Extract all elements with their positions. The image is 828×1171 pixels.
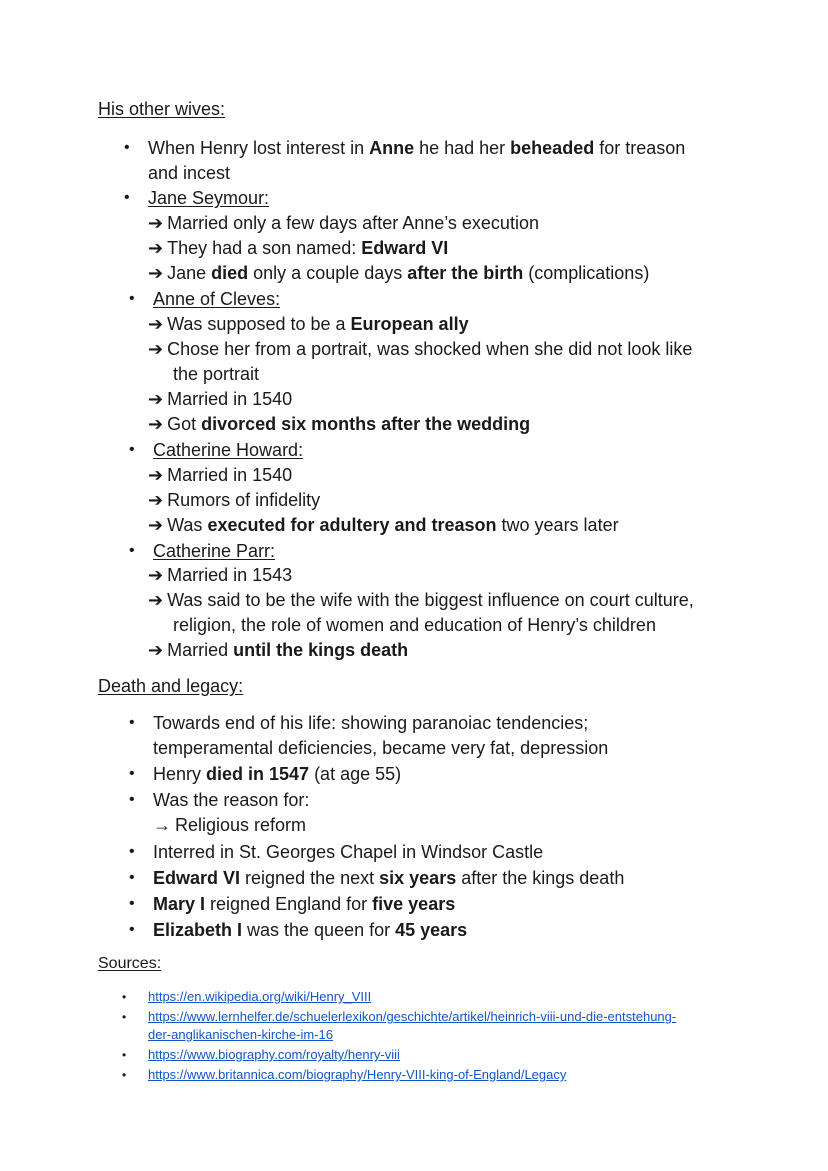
arrow-icon: ➔: [148, 565, 164, 585]
sub-item: ➔ Was supposed to be a European ally: [148, 314, 469, 334]
list-item-anne-beheaded: When Henry lost interest in Anne he had her beheaded for treason: [148, 138, 686, 158]
list-item: Henry died in 1547 (at age 55): [153, 764, 402, 784]
arrow-icon: ➔: [148, 590, 164, 610]
list-item: Edward VI reigned the next six years after the kings death: [153, 868, 625, 888]
list-item: Towards end of his life: showing paranoiac tendencies;: [153, 713, 589, 733]
section-heading-death-legacy: Death and legacy:: [98, 676, 244, 696]
bullet: •: [129, 290, 135, 307]
list-item-continuation: and incest: [148, 163, 231, 183]
sub-item-continuation: religion, the role of women and education of Henry’s children: [173, 615, 656, 635]
list-item: Elizabeth I was the queen for 45 years: [153, 920, 468, 940]
sources-heading: Sources:: [98, 955, 162, 972]
arrow-icon: ➔: [148, 213, 164, 233]
bullet: •: [122, 990, 127, 1004]
source-link-biography[interactable]: https://www.biography.com/royalty/henry-viii: [148, 1047, 400, 1062]
source-link-lernhelfer-continued[interactable]: der-anglikanischen-kirche-im-16: [148, 1027, 333, 1042]
sub-item: ➔ They had a son named: Edward VI: [148, 238, 449, 258]
wife-heading-catherine-parr: Catherine Parr:: [153, 541, 276, 561]
bullet: •: [129, 441, 135, 458]
bullet: •: [129, 895, 135, 912]
bullet: •: [129, 921, 135, 938]
bullet: •: [129, 869, 135, 886]
arrow-icon: ➔: [148, 263, 164, 283]
sub-item: ➔ Married in 1540: [148, 389, 293, 409]
source-link-wikipedia[interactable]: https://en.wikipedia.org/wiki/Henry_VIII: [148, 989, 372, 1004]
sub-item: ➔ Chose her from a portrait, was shocked when she did not look like: [148, 339, 693, 359]
sub-item: ➔ Married in 1543: [148, 565, 293, 585]
sub-item: ➔ Was said to be the wife with the biggest influence on court culture,: [148, 590, 694, 610]
sub-item: ➔ Married only a few days after Anne’s execution: [148, 213, 539, 233]
sub-item: → Religious reform: [153, 815, 307, 835]
sub-item: ➔ Married in 1540: [148, 465, 293, 485]
wife-heading-anne-of-cleves: Anne of Cleves:: [153, 289, 281, 309]
arrow-icon: ➔: [148, 414, 164, 434]
list-item: Was the reason for:: [153, 790, 310, 810]
arrow-icon: ➔: [148, 465, 164, 485]
arrow-icon: ➔: [148, 238, 164, 258]
arrow-icon: ➔: [148, 515, 164, 535]
bullet: •: [124, 189, 130, 206]
list-item: Interred in St. Georges Chapel in Windsor Castle: [153, 842, 544, 862]
source-link-lernhelfer[interactable]: https://www.lernhelfer.de/schuelerlexikon/geschichte/artikel/heinrich-viii-und-die-entstehung-: [148, 1009, 677, 1024]
bullet: •: [129, 714, 135, 731]
arrow-icon: ➔: [148, 640, 164, 660]
sub-item: ➔ Rumors of infidelity: [148, 490, 321, 510]
sub-item: ➔ Jane died only a couple days after the birth (complications): [148, 263, 650, 283]
arrow-icon: ➔: [148, 490, 164, 510]
list-item-continuation: temperamental deficiencies, became very fat, depression: [153, 738, 609, 758]
arrow-icon: ➔: [148, 389, 164, 409]
bullet: •: [129, 843, 135, 860]
bullet: •: [129, 542, 135, 559]
bullet: •: [122, 1010, 127, 1024]
arrow-icon: ➔: [148, 314, 164, 334]
bullet: •: [124, 139, 130, 156]
list-item: Mary I reigned England for five years: [153, 894, 456, 914]
sub-item: ➔ Was executed for adultery and treason two years later: [148, 515, 619, 535]
arrow-icon: →: [153, 815, 171, 835]
sub-item: ➔ Got divorced six months after the wedding: [148, 414, 531, 434]
arrow-icon: ➔: [148, 339, 164, 359]
bullet: •: [122, 1048, 127, 1062]
source-link-britannica[interactable]: https://www.britannica.com/biography/Henry-VIII-king-of-England/Legacy: [148, 1067, 567, 1082]
section-heading-other-wives: His other wives:: [98, 99, 226, 119]
sub-item-continuation: the portrait: [173, 364, 260, 384]
bullet: •: [129, 791, 135, 808]
sub-item: ➔ Married until the kings death: [148, 640, 409, 660]
bullet: •: [122, 1068, 127, 1082]
bullet: •: [129, 765, 135, 782]
wife-heading-jane-seymour: Jane Seymour:: [148, 188, 270, 208]
wife-heading-catherine-howard: Catherine Howard:: [153, 440, 304, 460]
